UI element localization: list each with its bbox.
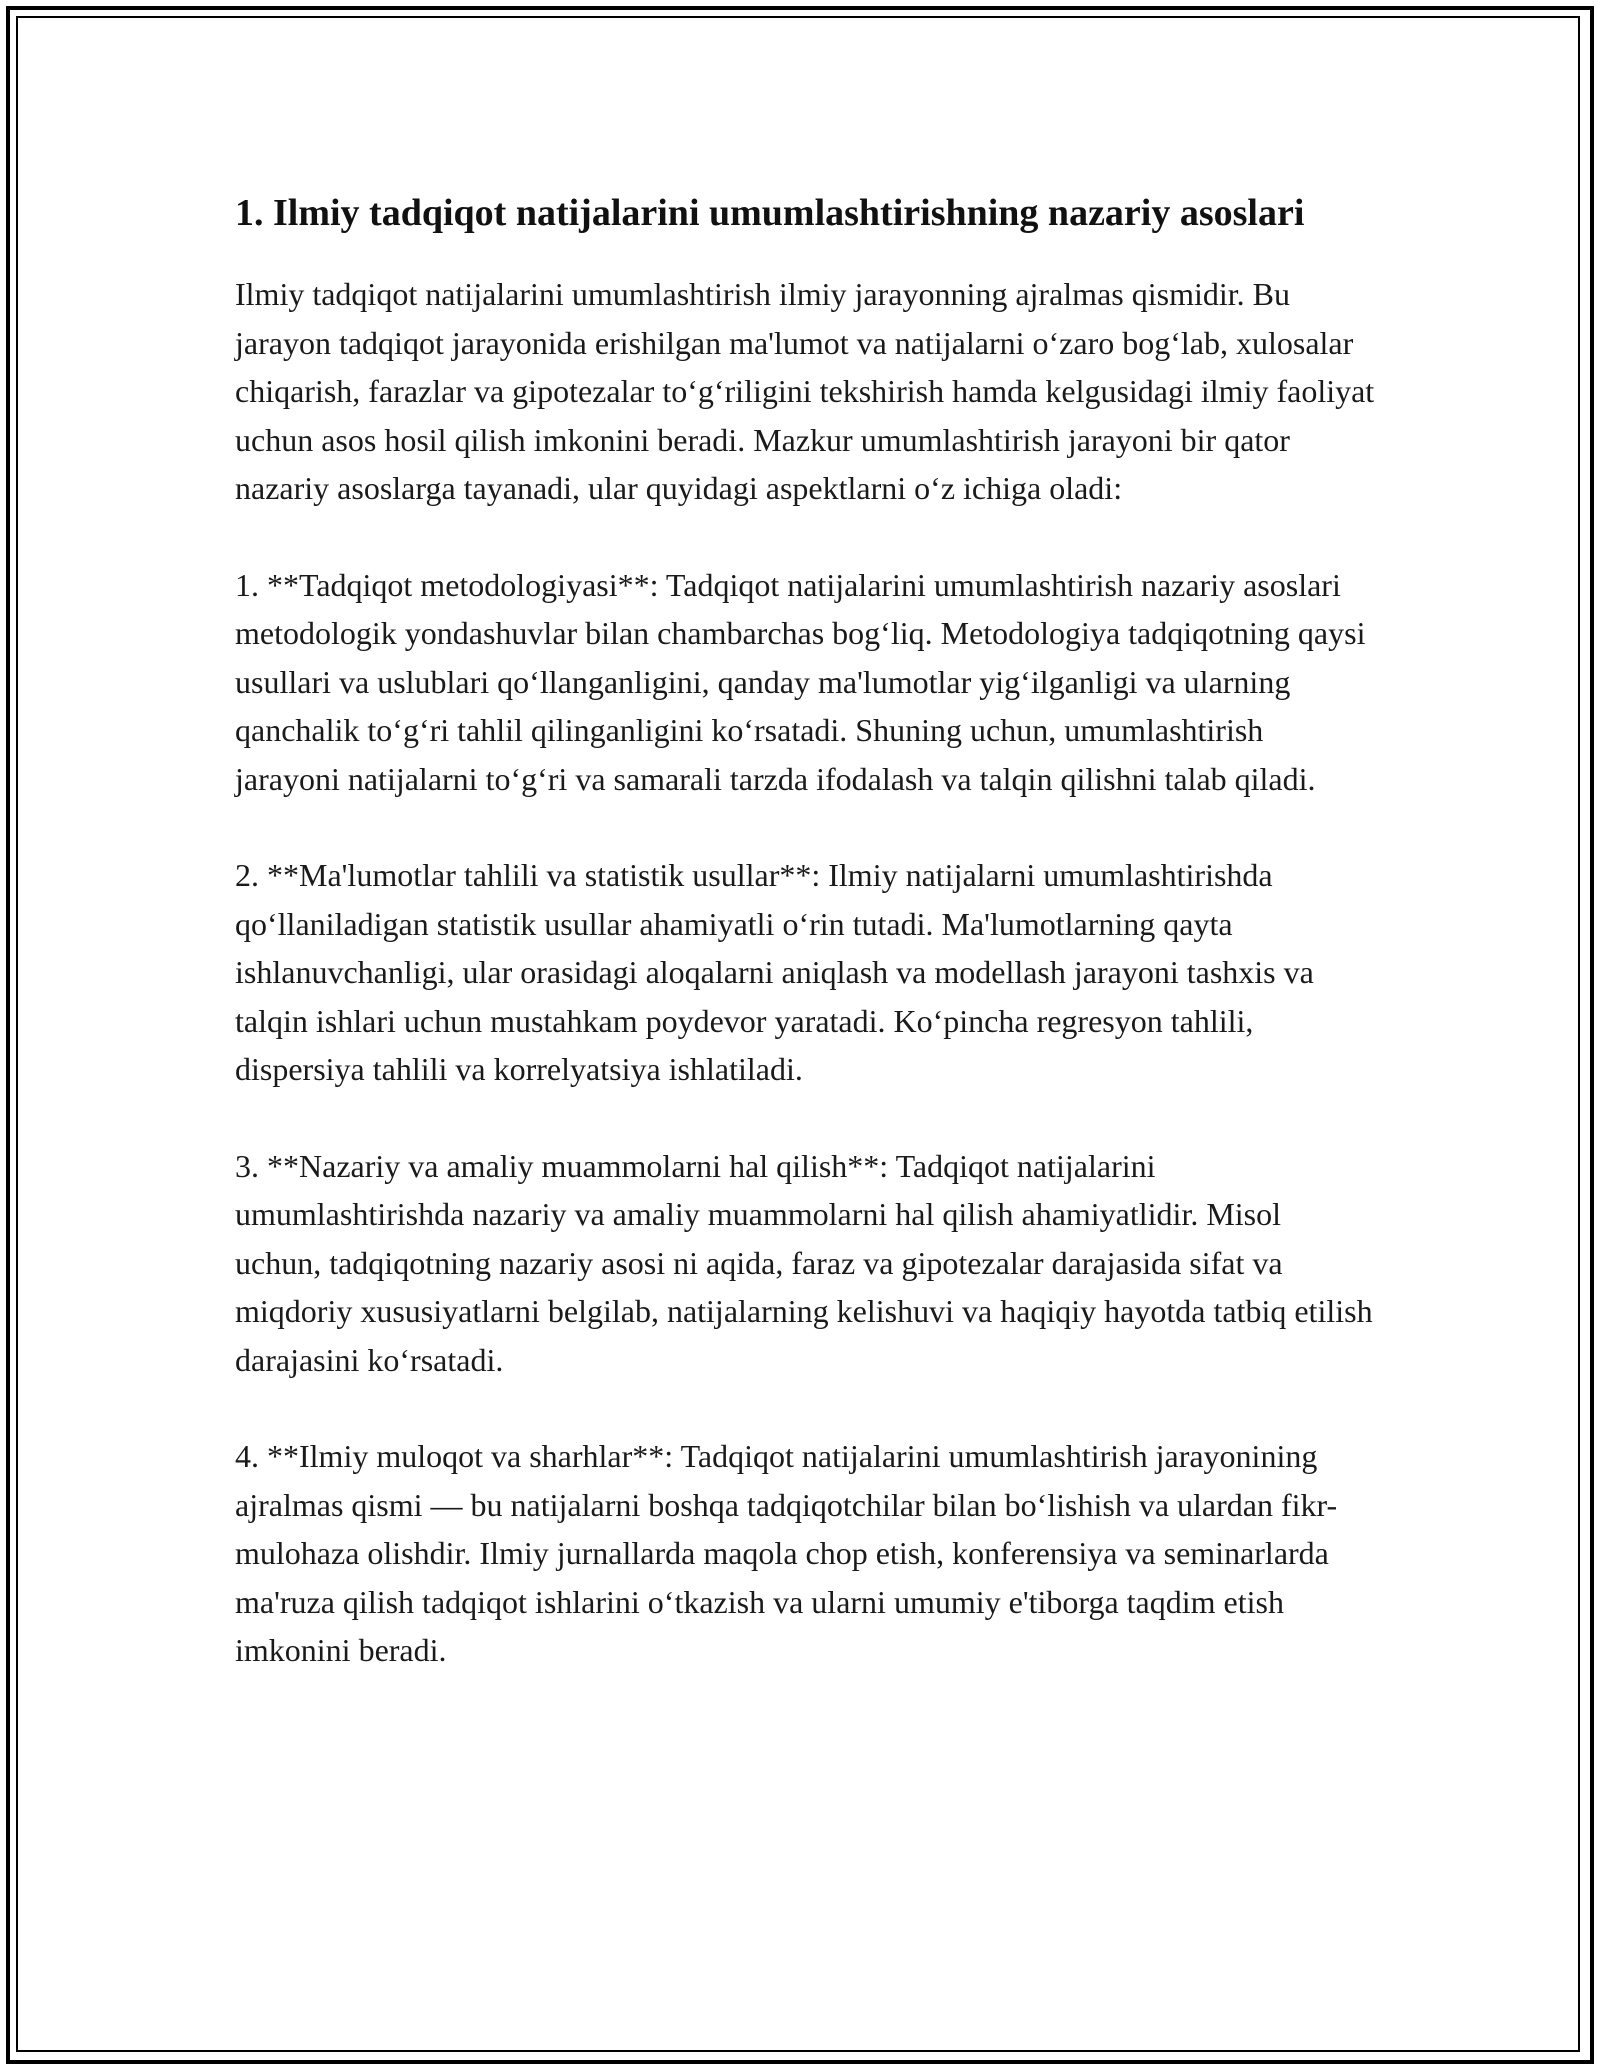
document-title: 1. Ilmiy tadqiqot natijalarini umumlashtirishning nazariy asoslari <box>235 192 1305 234</box>
document-page <box>235 186 1375 1723</box>
paragraph-problem-solving: 3. **Nazariy va amaliy muammolarni hal qilish**: Tadqiqot natijalarini umumlashtirishda nazariy va amaliy muammolarni hal qilish ahamiyatlidir. Misol uchun, tadqiqotning nazariy asosi ni aqida, faraz va gipotezalar darajasida sifat va miqdoriy xususiyatlarni belgilab, natijalarning kelishuvi va haqiqiy hayotda tatbiq etilish darajasini ko‘rsatadi. <box>235 1147 1373 1378</box>
intro-paragraph: Ilmiy tadqiqot natijalarini umumlashtirish ilmiy jarayonning ajralmas qismidir. Bu jarayon tadqiqot jarayonida erishilgan ma'lumot va natijalarni o‘zaro bog‘lab, xulosalar chiqarish, farazlar va gipotezalar to‘g‘riligini tekshirish hamda kelgusidagi ilmiy faoliyat uchun asos hosil qilish imkonini beradi. Mazkur umumlashtirish jarayoni bir qator nazariy asoslarga tayanadi, ular quyidagi aspektlarni o‘z ichiga oladi: <box>235 276 1375 506</box>
paragraph-scientific-communication: 4. **Ilmiy muloqot va sharhlar**: Tadqiqot natijalarini umumlashtirish jarayonining ajralmas qismi — bu natijalarni boshqa tadqiqotchilar bilan bo‘lishish va ulardan fikr-mulohaza olishdir. Ilmiy jurnallarda maqola chop etish, konferensiya va seminarlarda ma'ruza qilish tadqiqot ishlarini o‘tkazish va ularni umumiy e'tiborga taqdim etish imkonini beradi. <box>235 1438 1338 1668</box>
paragraph-methodology: 1. **Tadqiqot metodologiyasi**: Tadqiqot natijalarini umumlashtirish nazariy asoslari metodologik yondashuvlar bilan chambarchas bog‘liq. Metodologiya tadqiqotning qaysi usullari va uslublari qo‘llanganligini, qanday ma'lumotlar yig‘ilganligi va ularning qanchalik to‘g‘ri tahlil qilinganligini ko‘rsatadi. Shuning uchun, umumlashtirish jarayoni natijalarni to‘g‘ri va samarali tarzda ifodalash va talqin qilishni talab qiladi. <box>235 566 1366 797</box>
paragraph-data-analysis: 2. **Ma'lumotlar tahlili va statistik usullar**: Ilmiy natijalarni umumlashtirishda qo‘llaniladigan statistik usullar ahamiyatli o‘rin tutadi. Ma'lumotlarning qayta ishlanuvchanligi, ular orasidagi aloqalarni aniqlash va modellash jarayoni tashxis va talqin ishlari uchun mustahkam poydevor yaratadi. Ko‘pincha regresyon tahlili, dispersiya tahlili va korrelyatsiya ishlatiladi. <box>235 857 1314 1087</box>
